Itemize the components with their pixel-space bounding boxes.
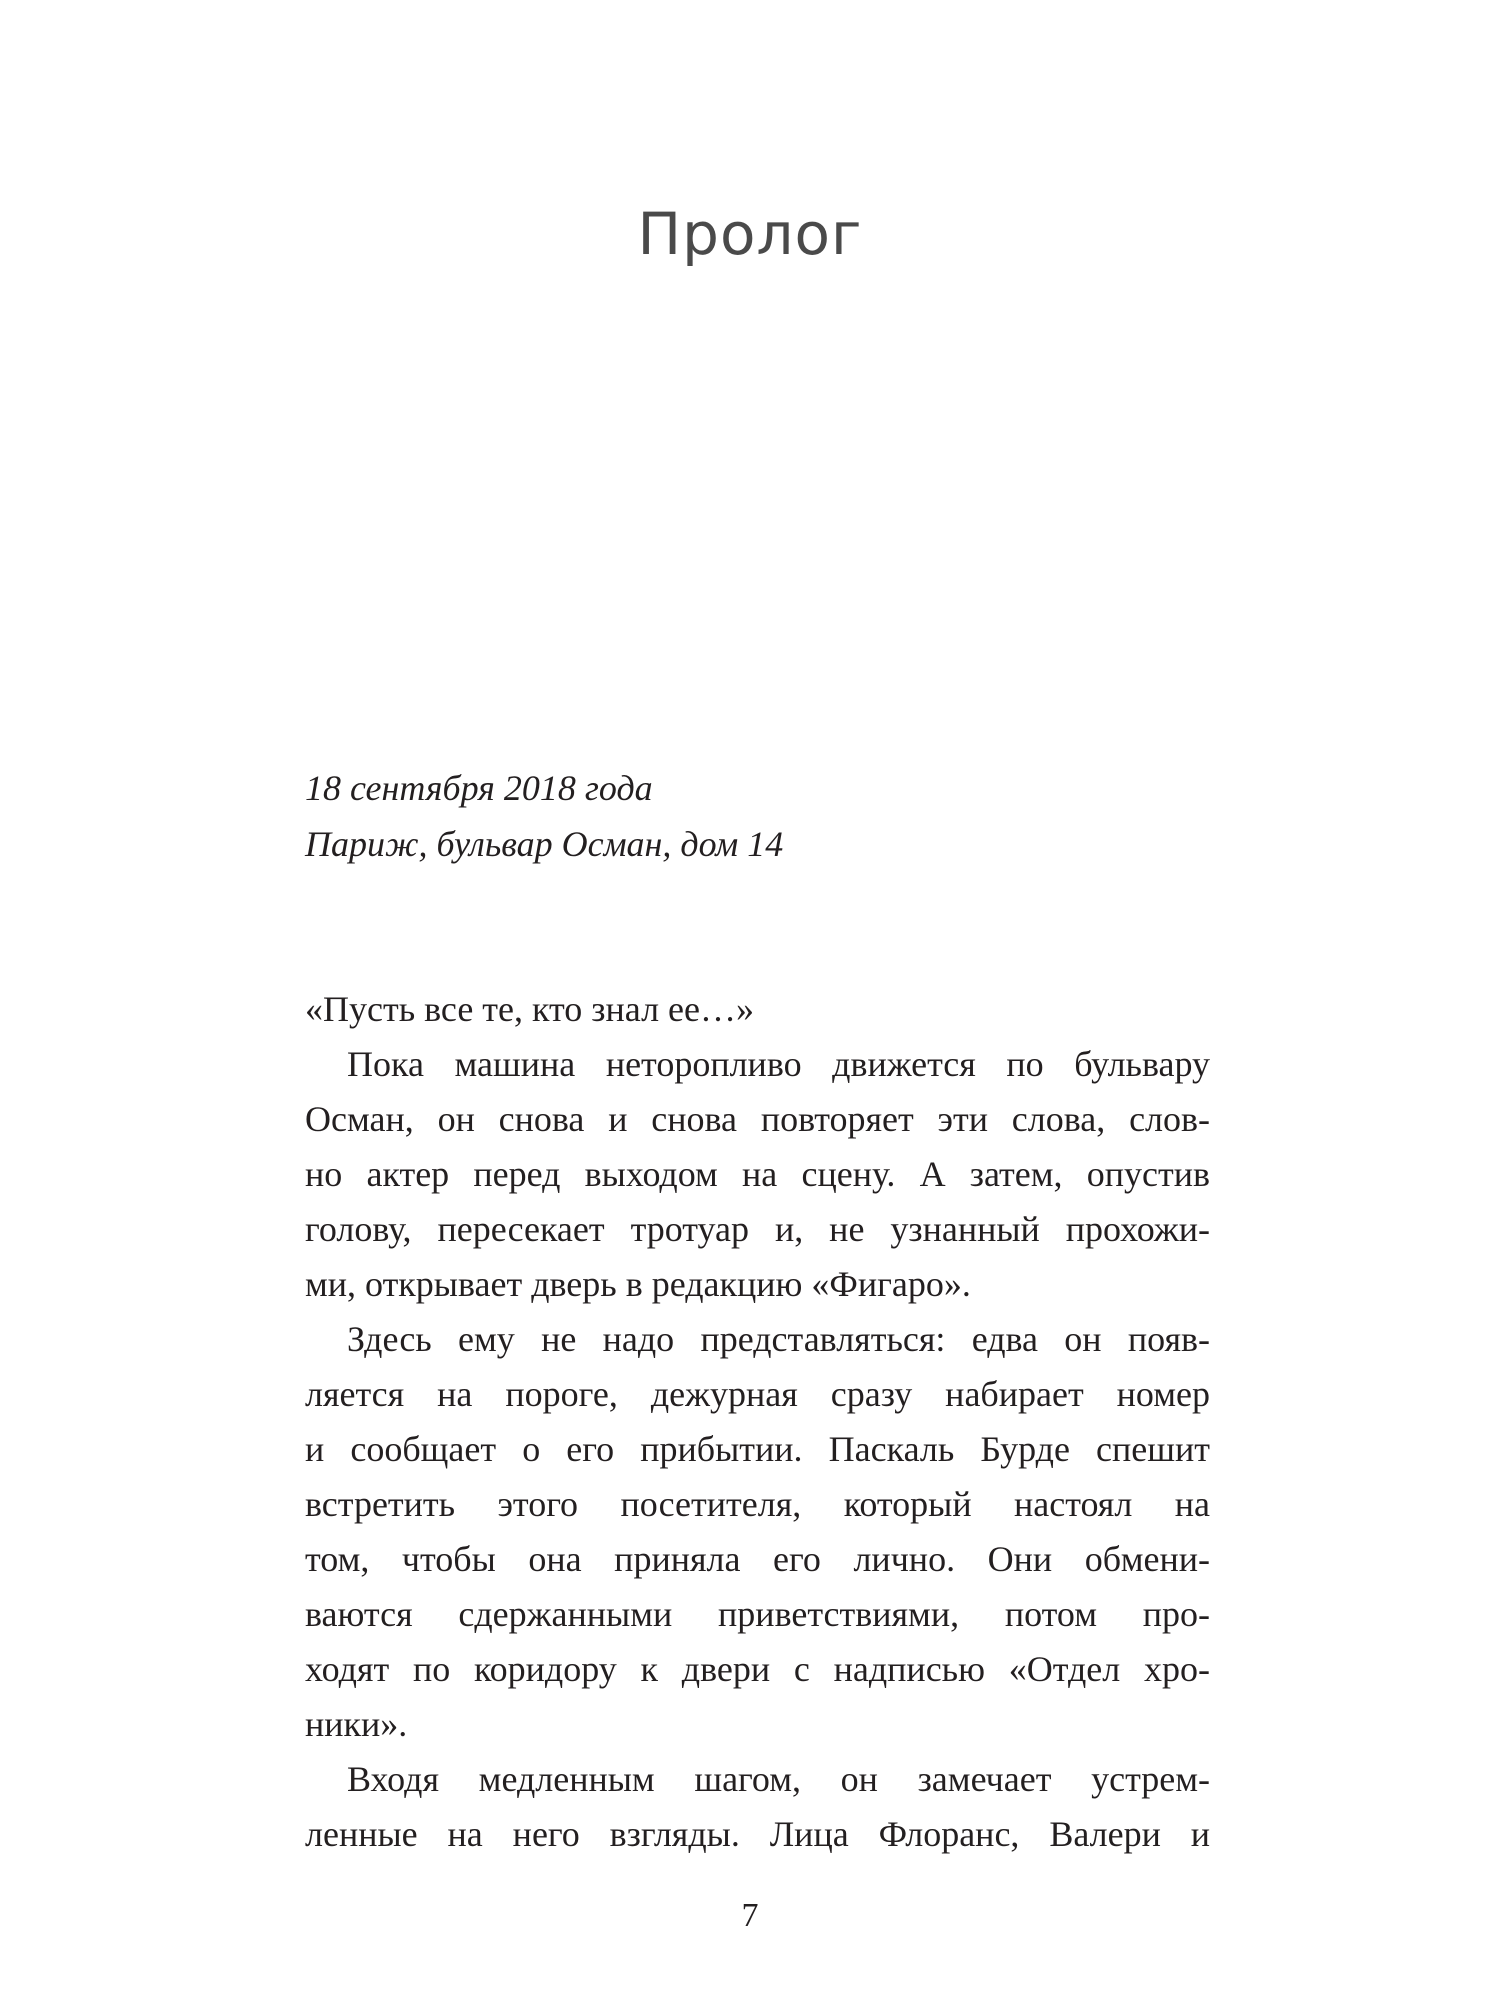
text-line: ми, открывает дверь в редакцию «Фигаро». (305, 1264, 971, 1304)
text-line: голову, пересекает тротуар и, не узнанный прохожи- (305, 1209, 1210, 1249)
text-line: встретить этого посетителя, который настоял на (305, 1484, 1210, 1524)
text-line: том, чтобы она приняла его лично. Они обмени- (305, 1539, 1210, 1579)
text-line: ленные на него взгляды. Лица Флоранс, Валери и (305, 1814, 1210, 1854)
text-line: и сообщает о его прибытии. Паскаль Бурде спешит (305, 1429, 1210, 1469)
text-line: но актер перед выходом на сцену. А затем, опустив (305, 1154, 1210, 1194)
dateline (305, 760, 783, 872)
text-line: Осман, он снова и снова повторяет эти слова, слов- (305, 1099, 1210, 1139)
text-line: ники». (305, 1704, 408, 1744)
text-line: Пока машина неторопливо движется по бульвару (347, 1044, 1210, 1084)
dateline-date: 18 сентября 2018 года (305, 768, 653, 808)
text-line: ходят по коридору к двери с надписью «Отдел хро- (305, 1649, 1210, 1689)
text-line: ваются сдержанными приветствиями, потом про- (305, 1594, 1210, 1634)
dateline-place: Париж, бульвар Осман, дом 14 (305, 824, 784, 864)
text-line: «Пусть все те, кто знал ее…» (305, 989, 754, 1029)
text-line: Входя медленным шагом, он замечает устрем- (347, 1759, 1210, 1799)
text-line: ляется на пороге, дежурная сразу набирает номер (305, 1374, 1210, 1414)
page-number: 7 (741, 1897, 759, 1934)
body-text (305, 982, 1210, 1862)
text-line: Здесь ему не надо представляться: едва он появ- (347, 1319, 1210, 1359)
chapter-title: Пролог (637, 200, 863, 268)
